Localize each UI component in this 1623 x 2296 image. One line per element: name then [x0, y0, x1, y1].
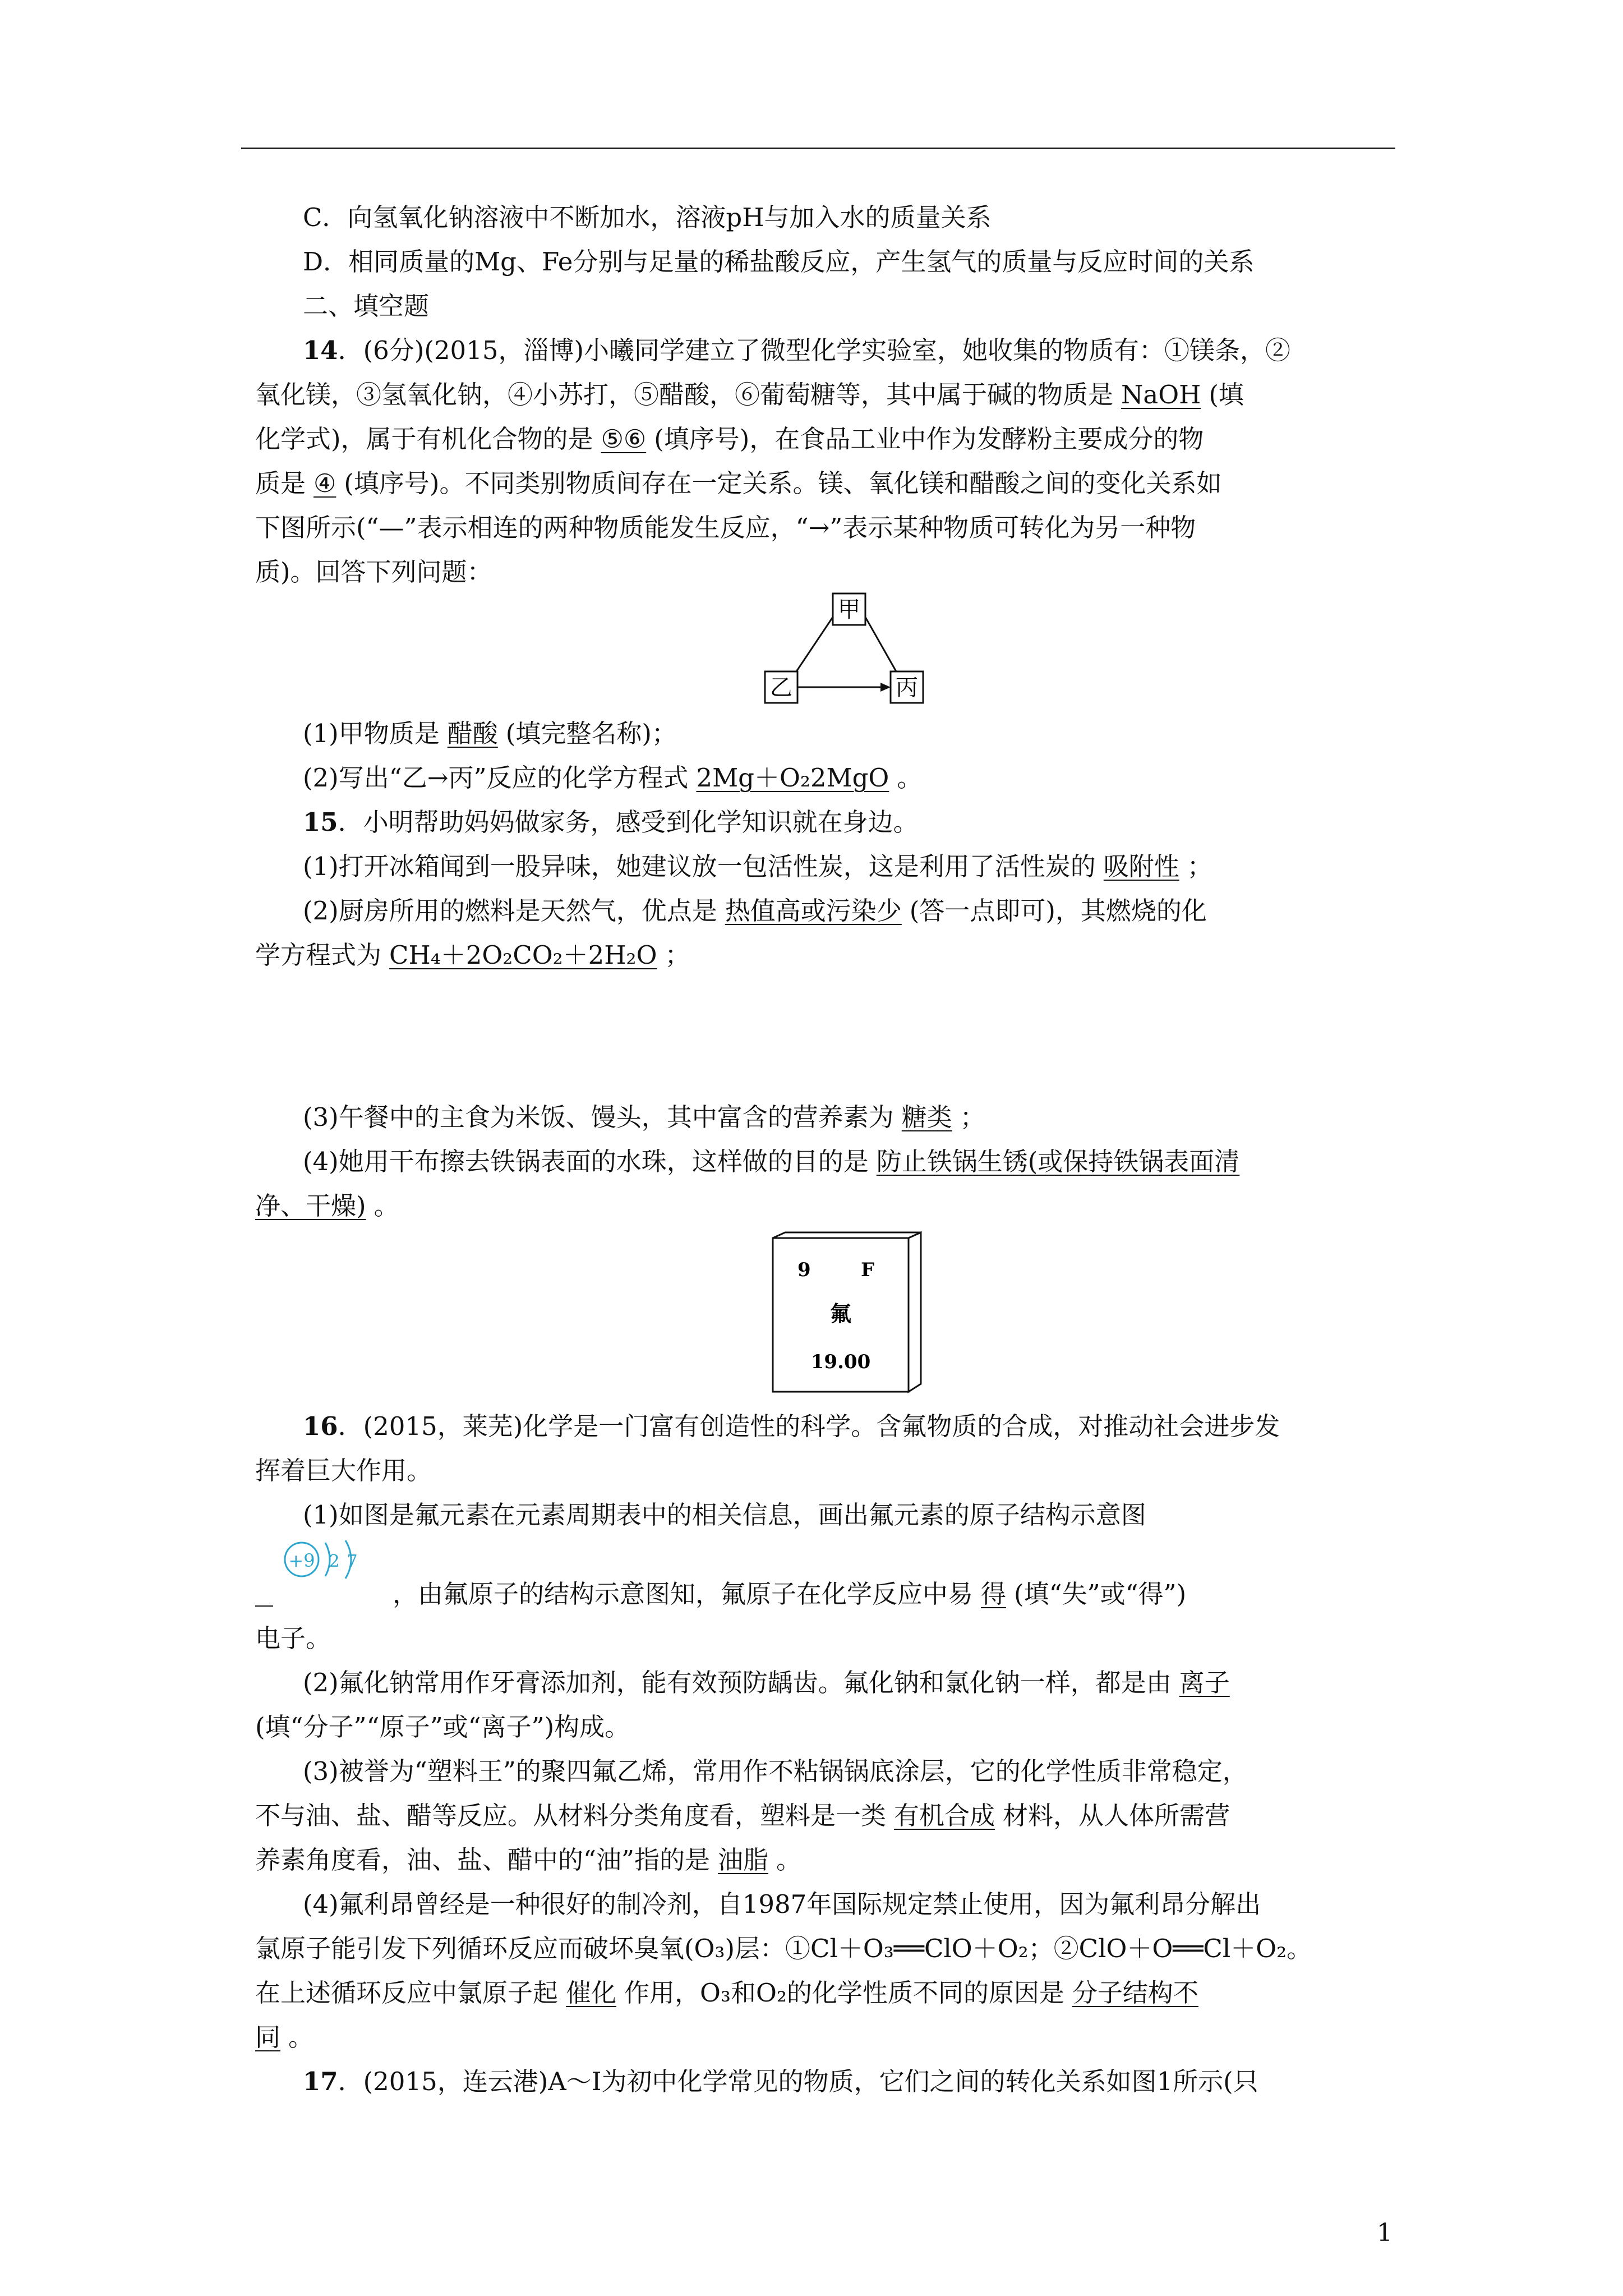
- q14-answer-3: ④: [313, 468, 336, 498]
- shell-1-electrons: 2: [329, 1552, 340, 1571]
- card-side-face: [909, 1232, 921, 1392]
- section-heading: 二、填空题: [303, 291, 430, 321]
- q13-option-c: C．向氢氧化钠溶液中不断加水，溶液pH与加入水的质量关系: [303, 203, 992, 232]
- q14-line6: 质)。回答下列问题：: [255, 557, 492, 587]
- q16-sub4: (4)氟利昂曾经是一种很好的制冷剂，自1987年国际规定禁止使用，因为氟利昂分解出: [303, 1889, 1261, 1919]
- node-bing-label: 丙: [896, 675, 918, 701]
- q15-sub1: (1)打开冰箱闻到一股异味，她建议放一包活性炭，这是利用了活性炭的 吸附性 ；: [303, 852, 1212, 881]
- q16-number: 16: [303, 1411, 338, 1441]
- q16-sub1-answer: 得: [981, 1579, 1007, 1609]
- q16-sub3-cont: 不与油、盐、醋等反应。从材料分类角度看，塑料是一类 有机合成 材料，从人体所需营: [255, 1801, 1230, 1830]
- atom-structure-diagram: [274, 1536, 369, 1600]
- q16-line1: 16．(2015，莱芜)化学是一门富有创造性的科学。含氟物质的合成，对推动社会进步发: [303, 1411, 1280, 1441]
- q17-line1: 17．(2015，连云港)A～I为初中化学常见的物质，它们之间的转化关系如图1所示(只: [303, 2067, 1258, 2096]
- q16-line2: 挥着巨大作用。: [255, 1456, 432, 1485]
- q16-sub2-answer: 离子: [1179, 1668, 1230, 1697]
- q15-sub2-answer: 热值高或污染少: [725, 896, 902, 926]
- q13-option-d: D．相同质量的Mg、Fe分别与足量的稀盐酸反应，产生氢气的质量与反应时间的关系: [303, 247, 1255, 277]
- link-jia-yi: [796, 617, 833, 671]
- q17-number: 17: [303, 2067, 338, 2096]
- q16-sub4-reactions: 氯原子能引发下列循环反应而破坏臭氧(O₃)层：①Cl＋O₃══ClO＋O₂；②ClO＋O══Cl＋O₂。: [255, 1934, 1312, 1963]
- header-rule: [241, 148, 1395, 149]
- link-jia-bing: [865, 617, 896, 671]
- q15-sub3-answer: 糖类: [901, 1102, 952, 1132]
- q16-sub3-end: 养素角度看，油、盐、醋中的“油”指的是 油脂 。: [255, 1845, 802, 1875]
- q14-sub2: (2)写出“乙→丙”反应的化学方程式 2Mg＋O₂2MgO 。: [303, 763, 923, 793]
- q14-answer-2: ⑤⑥: [601, 424, 647, 454]
- q15-line1: 15．小明帮助妈妈做家务，感受到化学知识就在身边。: [303, 807, 919, 837]
- q14-line5: 下图所示(“—”表示相连的两种物质能发生反应，“→”表示某种物质可转化为另一种物: [255, 513, 1196, 542]
- q15-sub3: (3)午餐中的主食为米饭、馒头，其中富含的营养素为 糖类 ；: [303, 1102, 985, 1132]
- q16-sub4-answer-2: 分子结构不: [1072, 1978, 1198, 2008]
- q15-sub4: (4)她用干布擦去铁锅表面的水珠，这样做的目的是 防止铁锅生锈(或保持铁锅表面清: [303, 1145, 1247, 1179]
- q16-sub2-cont: (填“分子”“原子”或“离子”)构成。: [255, 1712, 630, 1742]
- node-jia-label: 甲: [838, 597, 860, 623]
- relation-diagram: [763, 592, 937, 710]
- q14-line1: 14．(6分)(2015，淄博)小曦同学建立了微型化学实验室，她收集的物质有：①镁条，②: [303, 335, 1291, 365]
- q14-line3: 化学式)，属于有机化合物的是 ⑤⑥ (填序号)，在食品工业中作为发酵粉主要成分的物: [255, 424, 1204, 454]
- q16-sub1-cont: ，由氟原子的结构示意图知，氟原子在化学反应中易 得 (填“失”或“得”): [393, 1579, 1187, 1609]
- q16-sub4-end: 同 。: [255, 2022, 314, 2052]
- q14-sub1-answer: 醋酸: [447, 719, 498, 748]
- q15-sub4-cont: 净、干燥) 。: [255, 1191, 399, 1221]
- q15-sub2: (2)厨房所用的燃料是天然气，优点是 热值高或污染少 (答一点即可)，其燃烧的化: [303, 896, 1207, 926]
- q14-sub2-answer: 2Mg＋O₂2MgO: [696, 763, 889, 793]
- q15-sub2-equation: 学方程式为 CH₄＋2O₂CO₂＋2H₂O ；: [255, 940, 690, 970]
- page-number: 1: [1377, 2219, 1393, 2247]
- element-card: [768, 1231, 931, 1397]
- q16-sub1-end: 电子。: [255, 1623, 331, 1653]
- q15-number: 15: [303, 807, 338, 837]
- atom-blank-underline-left: [255, 1605, 273, 1607]
- q14-answer-1: NaOH: [1121, 380, 1201, 409]
- element-name: 氟: [829, 1301, 852, 1326]
- q16-sub2: (2)氟化钠常用作牙膏添加剂，能有效预防龋齿。氟化钠和氯化钠一样，都是由 离子: [303, 1666, 1238, 1700]
- q16-sub3: (3)被誉为“塑料王”的聚四氟乙烯，常用作不粘锅锅底涂层，它的化学性质非常稳定，: [303, 1756, 1248, 1786]
- q16-sub4-answer-1: 催化: [566, 1978, 617, 2008]
- q15-sub2-equation-answer: CH₄＋2O₂CO₂＋2H₂O: [389, 940, 657, 970]
- q15-sub1-answer: 吸附性: [1103, 852, 1179, 881]
- q15-sub4-answer: 防止铁锅生锈(或保持铁锅表面清: [876, 1147, 1240, 1176]
- q14-sub1: (1)甲物质是 醋酸 (填完整名称)；: [303, 719, 677, 748]
- q14-line4: 质是 ④ (填序号)。不同类别物质间存在一定关系。镁、氧化镁和醋酸之间的变化关系如: [255, 468, 1222, 498]
- shell-2-electrons: 7: [347, 1552, 358, 1571]
- atomic-mass: 19.00: [810, 1351, 871, 1373]
- node-yi-label: 乙: [770, 675, 792, 701]
- q14-line2: 氧化镁，③氢氧化钠，④小苏打，⑤醋酸，⑥葡萄糖等，其中属于碱的物质是 NaOH (填: [255, 380, 1244, 409]
- arrow-head: [880, 683, 891, 692]
- nucleus-charge: +9: [288, 1550, 315, 1571]
- q16-sub3-answer-2: 油脂: [718, 1845, 769, 1875]
- atomic-number: 9: [797, 1259, 811, 1281]
- q16-sub3-answer-1: 有机合成: [894, 1801, 995, 1830]
- q14-number: 14: [303, 335, 338, 365]
- q16-sub1: (1)如图是氟元素在元素周期表中的相关信息，画出氟元素的原子结构示意图: [303, 1500, 1146, 1530]
- element-symbol: F: [861, 1259, 875, 1281]
- q16-sub4-cont: 在上述循环反应中氯原子起 催化 作用，O₃和O₂的化学性质不同的原因是 分子结构不: [255, 1976, 1206, 2010]
